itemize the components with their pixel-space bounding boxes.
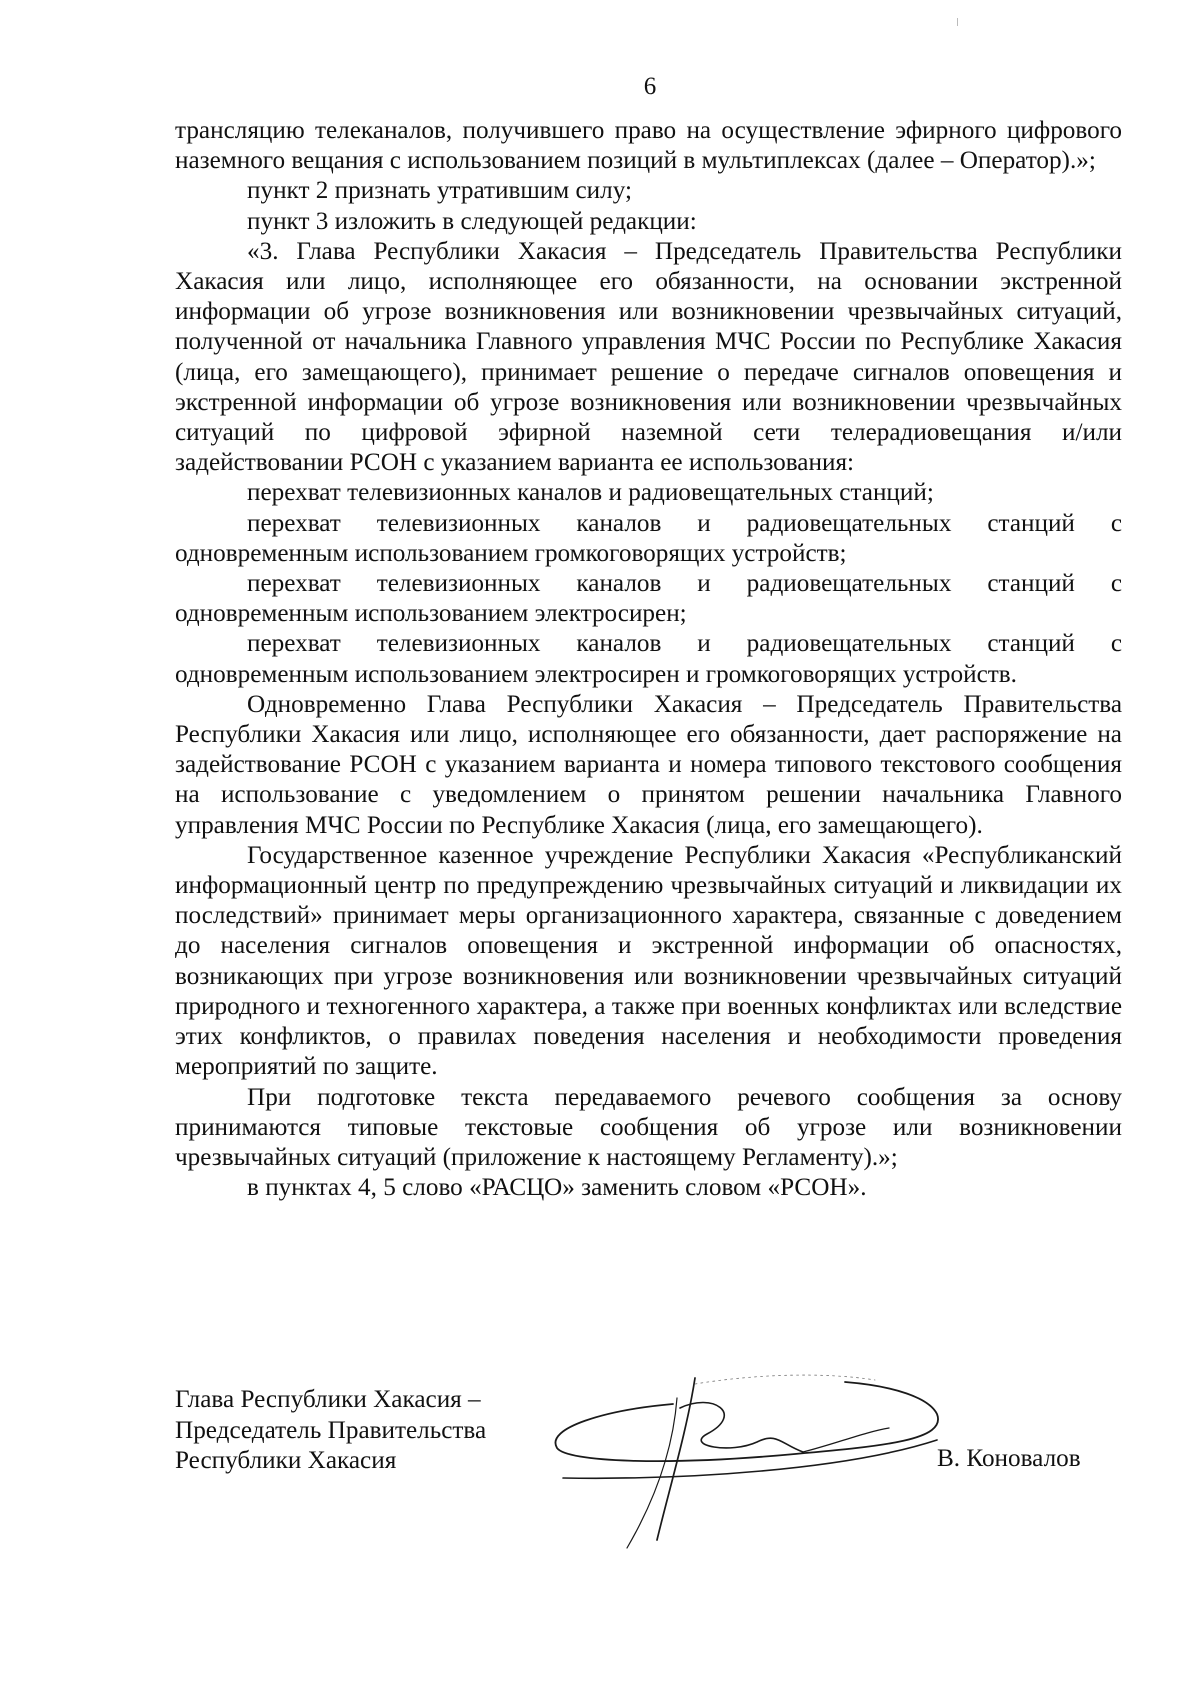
paragraph: перехват телевизионных каналов и радиовещательных станций с одновременным использованием электросирен и громкоговорящих устройств. <box>175 630 1122 688</box>
paragraph: перехват телевизионных каналов и радиовещательных станций с одновременным использованием электросирен; <box>175 570 1122 628</box>
paragraph: Государственное казенное учреждение Республики Хакасия «Республиканский информационный центр по предупреждению чрезвычайных ситуаций и ликвидации их последствий» принимает меры организационного характера, связанные с доведением до населения сигналов оповещения и экстренной информации об опасностях, возникающих при угрозе возникновения или возникновении чрезвычайных ситуаций природного и техногенного характера, а также при военных конфликтах или вследствие этих конфликтов, о правилах поведения населения и необходимости проведения мероприятий по защите. <box>175 841 1122 1081</box>
page-number: 6 <box>643 73 657 100</box>
signatory-name: В. Коновалов <box>937 1445 1081 1472</box>
paragraph: перехват телевизионных каналов и радиовещательных станций; <box>247 479 934 507</box>
paragraph: в пунктах 4, 5 слово «РАСЦО» заменить словом «РСОН». <box>247 1174 867 1202</box>
paragraph: пункт 2 признать утратившим силу; <box>247 177 632 205</box>
signatory-title-line: Председатель Правительства <box>175 1416 487 1444</box>
paragraph: перехват телевизионных каналов и радиовещательных станций с одновременным использованием громкоговорящих устройств; <box>175 509 1122 567</box>
handwritten-signature <box>545 1370 955 1555</box>
document-body <box>175 116 1122 1203</box>
scan-artifact <box>957 18 958 26</box>
paragraph: Одновременно Глава Республики Хакасия – Председатель Правительства Республики Хакасия или лицо, исполняющее его обязанности, дает распоряжение на задействование РСОН с указанием варианта и номера типового текстового сообщения на использование с уведомлением о принятом решении начальника Главного управления МЧС России по Республике Хакасия (лица, его замещающего). <box>175 690 1122 839</box>
paragraph: «3. Глава Республики Хакасия – Председатель Правительства Республики Хакасия или лицо, исполняющее его обязанности, на основании экстренной информации об угрозе возникновения или возникновении чрезвычайных ситуаций, полученной от начальника Главного управления МЧС России по Республике Хакасия (лица, его замещающего), принимает решение о передаче сигналов оповещения и экстренной информации об угрозе возникновения или возникновении чрезвычайных ситуаций по цифровой эфирной наземной сети телерадиовещания и/или задействовании РСОН с указанием варианта ее использования: <box>175 237 1122 477</box>
paragraph: При подготовке текста передаваемого речевого сообщения за основу принимаются типовые текстовые сообщения об угрозе или возникновении чрезвычайных ситуаций (приложение к настоящему Регламенту).»; <box>175 1083 1122 1171</box>
signatory-title <box>175 1385 486 1477</box>
signatory-title-line: Глава Республики Хакасия – <box>175 1386 481 1413</box>
paragraph: пункт 3 изложить в следующей редакции: <box>247 207 697 235</box>
signatory-title-line: Республики Хакасия <box>175 1447 397 1474</box>
paragraph: трансляцию телеканалов, получившего право на осуществление эфирного цифрового наземного вещания с использованием позиций в мультиплексах (далее – Оператор).»; <box>175 117 1122 175</box>
